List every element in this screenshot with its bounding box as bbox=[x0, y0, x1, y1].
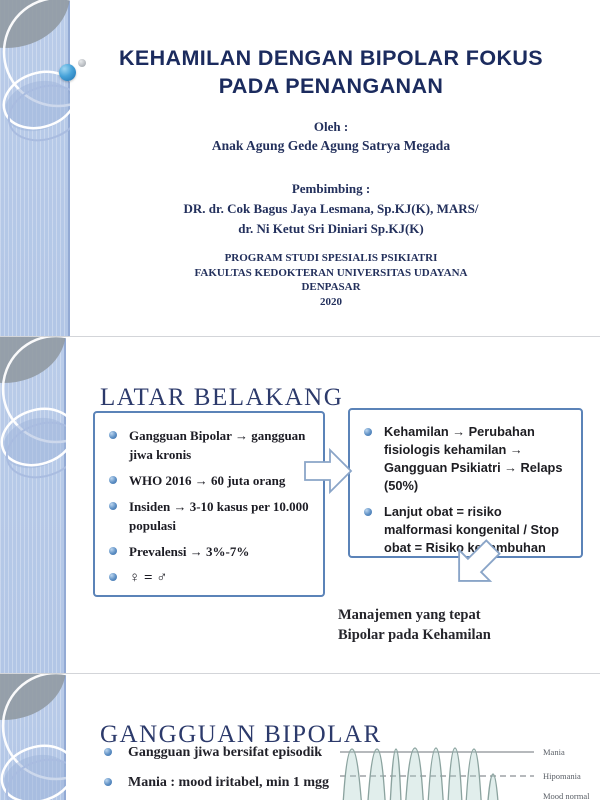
slide-title-page[interactable] bbox=[0, 0, 600, 337]
gender-symbols-text: ♀ = ♂ bbox=[129, 570, 168, 586]
mood-wave-path bbox=[341, 748, 501, 800]
list-item bbox=[107, 426, 315, 464]
list-item bbox=[96, 772, 329, 793]
list-item bbox=[107, 497, 315, 535]
bullet-icon bbox=[109, 476, 117, 484]
supervisor-2: dr. Ni Ketut Sri Diniari Sp.KJ(K) bbox=[238, 221, 424, 236]
caption-line-1: Manajemen yang tepat bbox=[338, 607, 481, 623]
slide-sidebar bbox=[0, 0, 70, 336]
bullet-icon bbox=[104, 748, 112, 756]
program-name: PROGRAM STUDI SPESIALIS PSIKIATRI bbox=[224, 252, 438, 264]
slide-sidebar bbox=[0, 674, 66, 800]
bullet-text: Insiden → 3-10 kasus per 10.000 populasi bbox=[129, 499, 309, 533]
bullet-icon bbox=[364, 428, 372, 436]
bullet-icon bbox=[364, 508, 372, 516]
list-item bbox=[107, 542, 315, 561]
city-name: DENPASAR bbox=[301, 281, 361, 293]
supervisor-1: DR. dr. Cok Bagus Jaya Lesmana, Sp.KJ(K), MARS/ bbox=[183, 201, 479, 216]
management-caption bbox=[338, 605, 491, 645]
caption-line-2: Bipolar pada Kehamilan bbox=[338, 627, 491, 643]
oleh-label: Oleh : bbox=[313, 119, 349, 134]
bullet-text: WHO 2016 → 60 juta orang bbox=[129, 473, 286, 488]
slide-latar-belakang[interactable] bbox=[0, 337, 600, 674]
left-bullet-list bbox=[95, 413, 323, 588]
presentation-title-line-2: PADA PENANGANAN bbox=[218, 74, 444, 98]
bullet-icon bbox=[109, 547, 117, 555]
author-name: Anak Agung Gede Agung Satrya Megada bbox=[211, 138, 451, 153]
arrow-right-icon bbox=[303, 445, 353, 497]
slide-gangguan-bipolar[interactable] bbox=[0, 674, 600, 800]
bullet-text: Prevalensi → 3%-7% bbox=[129, 544, 250, 559]
bullet-icon bbox=[109, 502, 117, 510]
institution-block bbox=[70, 251, 592, 309]
pembimbing-label: Pembimbing : bbox=[291, 181, 371, 196]
mania-label: Mania bbox=[543, 747, 565, 757]
faculty-name: FAKULTAS KEDOKTERAN UNIVERSITAS UDAYANA bbox=[194, 266, 468, 279]
mood-normal-label: Mood normal bbox=[543, 791, 590, 800]
slide-heading: LATAR BELAKANG bbox=[100, 383, 344, 411]
presentation-title-line-1: KEHAMILAN DENGAN BIPOLAR FOKUS bbox=[118, 46, 544, 70]
list-item bbox=[362, 423, 573, 495]
bullet-icon bbox=[109, 431, 117, 439]
circles-decoration-icon bbox=[0, 0, 70, 336]
slide-sidebar bbox=[0, 337, 66, 673]
presentation-title bbox=[70, 44, 592, 100]
hipomania-label: Hipomania bbox=[543, 771, 581, 781]
bullet-text: Gangguan Bipolar → gangguan jiwa kronis bbox=[129, 428, 306, 462]
bullet-text: Gangguan jiwa bersifat episodik bbox=[128, 745, 323, 760]
mood-cycle-chart bbox=[338, 736, 598, 800]
left-info-box bbox=[93, 411, 325, 597]
bullet-icon bbox=[109, 573, 117, 581]
bullet-text: Kehamilan → Perubahan fisiologis kehamilan → Gangguan Psikiatri → Relaps (50%) bbox=[384, 424, 563, 493]
list-item bbox=[96, 742, 329, 763]
circles-decoration-icon bbox=[0, 674, 66, 800]
supervisor-block bbox=[70, 179, 592, 239]
list-item bbox=[107, 471, 315, 490]
circles-decoration-icon bbox=[0, 337, 66, 673]
bullet-text: Mania : mood iritabel, min 1 mgg bbox=[128, 775, 330, 790]
year: 2020 bbox=[320, 295, 342, 308]
bipolar-bullet-list bbox=[96, 742, 329, 800]
list-item bbox=[107, 568, 315, 588]
bullet-text: Lanjut obat = risiko malformasi kongenital / Stop obat = Risiko kekambuhan bbox=[384, 504, 559, 555]
title-slide-content bbox=[70, 0, 592, 309]
slide-heading: GANGGUAN BIPOLAR bbox=[100, 720, 382, 748]
bullet-icon bbox=[104, 778, 112, 786]
